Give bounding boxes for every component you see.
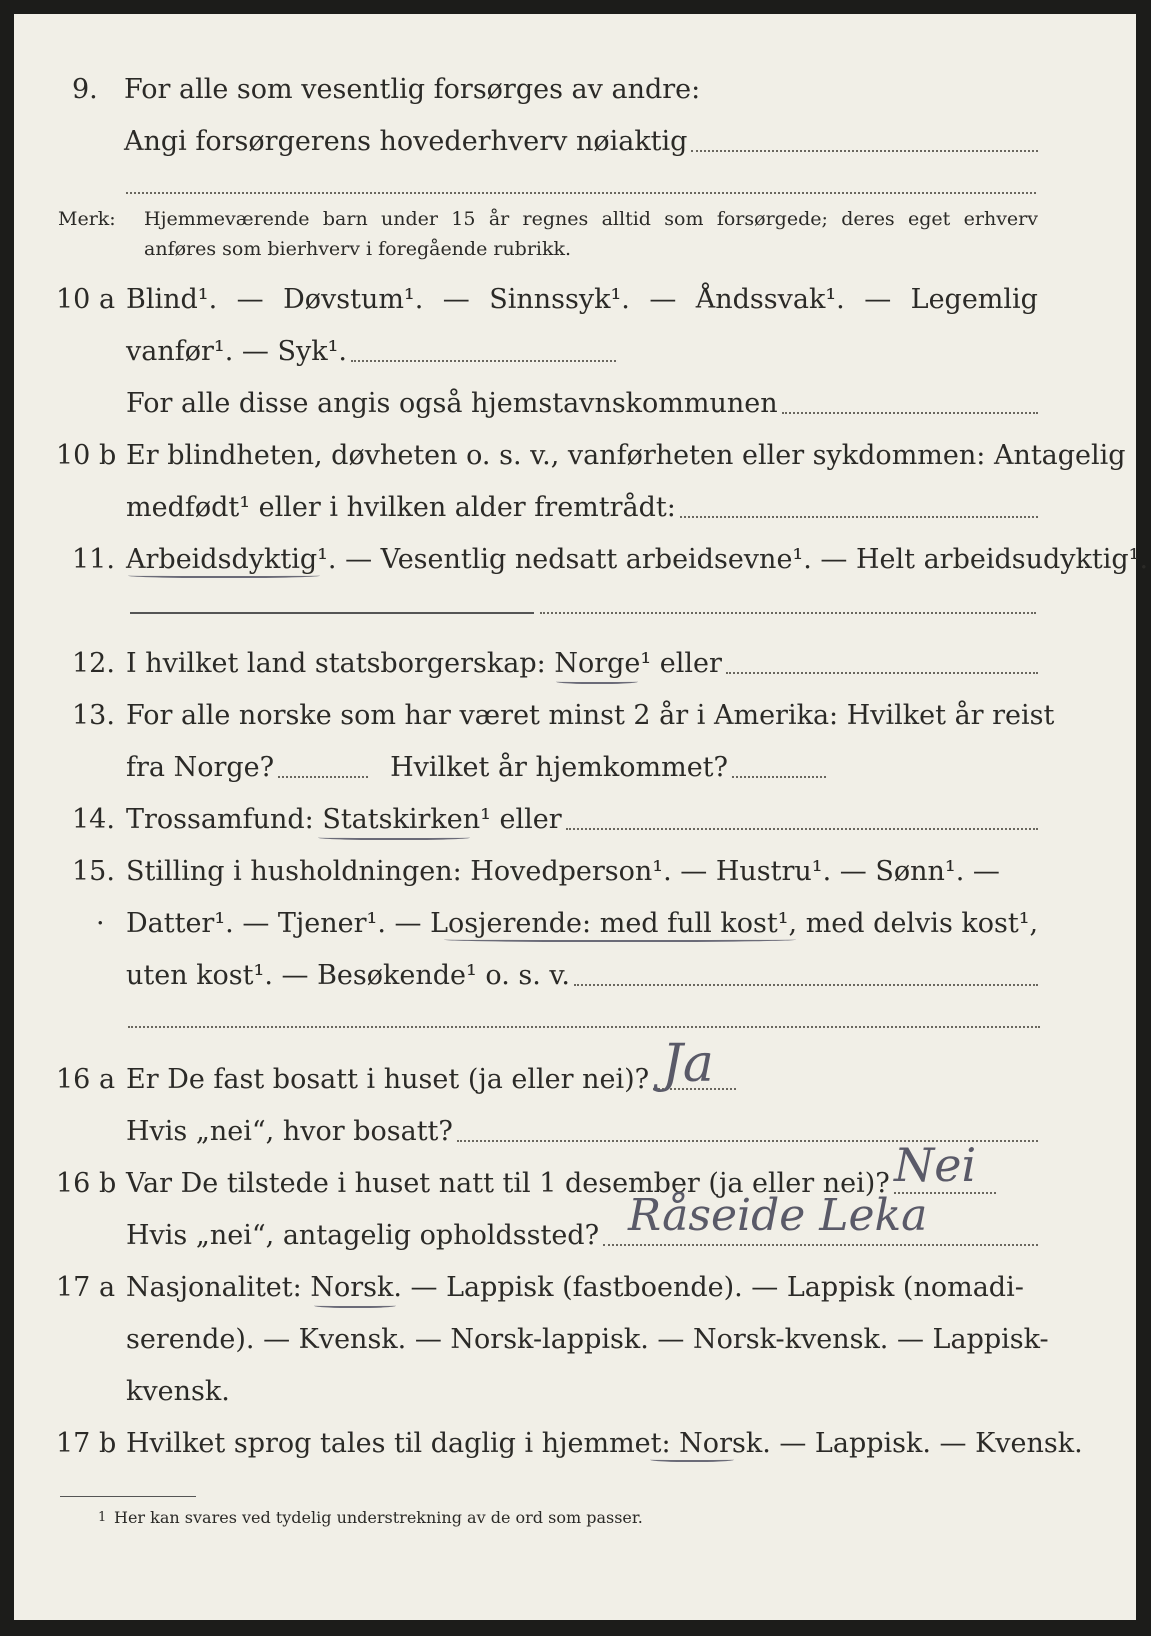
q16a-text2: Hvis „nei“, hvor bosatt? [126,1116,453,1147]
census-form-page [14,14,1149,1620]
q15-text2: Datter¹. — Tjener¹. — Losjerende: med full kost¹, med delvis kost¹, [126,908,1039,939]
q10b-text2: medfødt¹ eller i hvilken alder fremtrådt: [126,492,676,523]
q14-answer-field[interactable] [566,827,1038,830]
q10b-answer-field[interactable] [680,515,1038,518]
q9-prompt: Angi forsørgerens hovederhverv nøiaktig [124,126,688,157]
merk-line1: Hjemmeværende barn under 15 år regnes alltid som forsørgede; deres eget erhverv [144,208,1038,230]
q10a-dash: — [442,284,470,315]
q13-text1: For alle norske som har været minst 2 år i Amerika: Hvilket år reist [126,700,1055,731]
q12-text: I hvilket land statsborgerskap: Norge¹ eller [126,648,722,679]
q17a-text3: kvensk. [126,1376,230,1407]
q17b-text: Hvilket sprog tales til daglig i hjemmet: Norsk. — Lappisk. — Kvensk. [126,1428,1083,1459]
q17a-number: 17 a [56,1272,116,1303]
q14-number: 14. [72,804,115,835]
q13-line1 [14,696,1136,736]
q12-number: 12. [72,648,115,679]
q10a-text2: vanfør¹. — Syk¹. [126,336,347,367]
q16a-line1 [14,1060,1136,1100]
q16b-number: 16 b [56,1168,117,1199]
q11-answer-line[interactable] [130,612,534,614]
q11-number: 11. [72,544,115,575]
q11-handwritten-underline [128,572,320,578]
merk-label: Merk: [58,208,116,230]
q9-line1 [14,70,1136,110]
q15-line3 [14,956,1136,996]
q13-number: 13. [72,700,115,731]
q11-text: Arbeidsdyktig¹. — Vesentlig nedsatt arbeidsevne¹. — Helt arbeidsudyktig¹. [126,544,1149,575]
q12-answer-field[interactable] [726,671,1038,674]
merk-line2: anføres som bierhverv i foregående rubrikk. [144,238,572,260]
q14-line1 [14,800,1136,840]
q17a-handwritten-underline [314,1302,396,1308]
q17b-line1 [14,1424,1136,1464]
q16b-text1: Var De tilstede i huset natt til 1 desember (ja eller nei)? [126,1168,890,1199]
q10a-hjemstavn-field[interactable] [782,411,1038,414]
q16b-handwritten-answer: Nei [894,1138,977,1192]
q17a-line3 [14,1372,1136,1412]
q15-answer-field[interactable] [574,983,1038,986]
footnote-rule [60,1496,196,1497]
q15-text1: Stilling i husholdningen: Hovedperson¹. — Hustru¹. — Sønn¹. — [126,856,1000,887]
q17a-line1 [14,1268,1136,1308]
q14-handwritten-underline [318,834,470,840]
q11-answer-line-2[interactable] [540,612,1036,614]
q10b-line1 [14,436,1136,476]
q16a-handwritten-answer: Ja [662,1034,714,1094]
q9-text: For alle som vesentlig forsørges av andre: [124,74,701,105]
q9-extra-answer-line[interactable] [126,192,1036,194]
q10a-item[interactable]: Sinnssyk¹. [489,284,630,315]
q9-answer-field[interactable] [691,149,1038,152]
q12-handwritten-underline [556,678,638,684]
q13-text2a: fra Norge? [126,752,275,783]
q10a-item[interactable]: Døvstum¹. [283,284,424,315]
q16b-opholdssted-field[interactable] [603,1243,1038,1246]
q14-text: Trossamfund: Statskirken¹ eller [126,804,562,835]
q10a-dash: — [236,284,264,315]
q16a-text1: Er De fast bosatt i huset (ja eller nei)? [126,1064,650,1095]
q17a-text1: Nasjonalitet: Norsk. — Lappisk (fastboende). — Lappisk (nomadi- [126,1272,1024,1303]
q10b-text1: Er blindheten, døvheten o. s. v., vanførheten eller sykdommen: Antagelig [126,440,1126,471]
q13-text2b: Hvilket år hjemkommet? [390,752,729,783]
q10a-line2 [14,332,1136,372]
footnote-text: Her kan svares ved tydelig understrekning av de ord som passer. [114,1508,643,1527]
q10a-number: 10 a [56,284,116,315]
q10b-number: 10 b [56,440,117,471]
q10a-dash: — [649,284,677,315]
q10a-item[interactable]: Legemlig [910,284,1038,315]
q15-handwritten-underline [444,936,796,942]
q15-number: 15. [72,856,115,887]
q9-line2 [14,122,1136,162]
q10a-line3 [14,384,1136,424]
q17a-text2: serende). — Kvensk. — Norsk-lappisk. — Norsk-kvensk. — Lappisk- [126,1324,1049,1355]
q9-number: 9. [72,74,98,105]
q16b-handwritten-place: Råseide Leka [628,1190,928,1241]
q10a-text3: For alle disse angis også hjemstavnskommunen [126,388,778,419]
q10a-item[interactable]: Åndssvak¹. [695,284,845,315]
q16b-line2 [14,1216,1136,1256]
q17b-handwritten-underline [650,1456,734,1462]
q15-extra-answer-line[interactable] [128,1026,1040,1028]
q15-line1 [14,852,1136,892]
q13-hjemkommet-field[interactable] [732,775,826,778]
q15-text3: uten kost¹. — Besøkende¹ o. s. v. [126,960,571,991]
q15-margin-mark: · [96,908,105,939]
q10a-line1 [14,280,1136,320]
q17a-line2 [14,1320,1136,1360]
q16b-text2: Hvis „nei“, antagelig opholdssted? [126,1220,600,1251]
footnote-mark: 1 [98,1510,107,1525]
q16a-number: 16 a [56,1064,116,1095]
q10a-answer-field[interactable] [351,359,616,362]
q17b-number: 17 b [56,1428,117,1459]
q13-reist-field[interactable] [278,775,368,778]
q10a-dash: — [864,284,892,315]
q10b-line2 [14,488,1136,528]
q10a-item[interactable]: Blind¹. [126,284,218,315]
q13-line2 [14,748,1136,788]
